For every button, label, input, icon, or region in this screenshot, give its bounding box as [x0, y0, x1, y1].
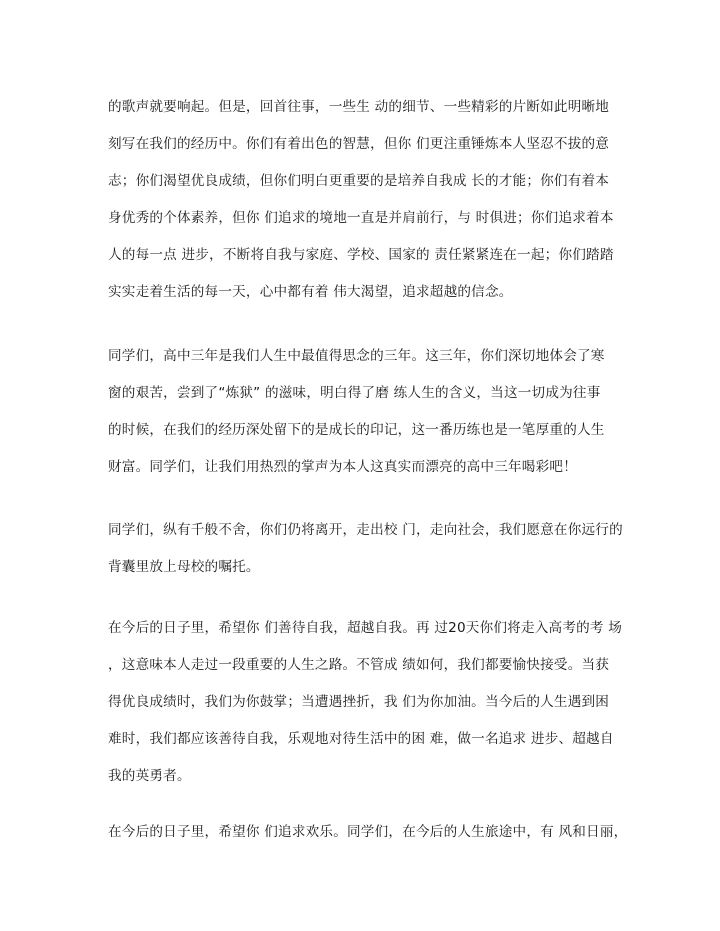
- paragraph-line: 的歌声就要响起。但是，回首往事，一些生 动的细节、一些精彩的片断如此明晰地: [108, 99, 610, 115]
- paragraph-line: 同学们，纵有千般不舍，你们仍将离开，走出校 门，走向社会，我们愿意在你远行的: [108, 522, 623, 538]
- paragraph-line: 人的每一点 进步，不断将自我与家庭、学校、国家的 责任紧紧连在一起；你们踏踏: [108, 247, 614, 263]
- paragraph-line: ，这意味本人走过一段重要的人生之路。不管成 绩如何，我们都要愉快接受。当获: [108, 657, 610, 673]
- paragraph-line: 的时候，在我们的经历深处留下的是成长的印记，这一番历练也是一笔厚重的人生: [108, 422, 605, 438]
- paragraph-line: 身优秀的个体素养，但你 们追求的境地一直是并肩前行，与 时俱进；你们追求着本: [108, 210, 614, 226]
- paragraph-line: 背囊里放上母校的嘱托。: [108, 559, 260, 575]
- paragraph-line: 难时，我们都应该善待自我，乐观地对待生活中的困 难，做一名追求 进步、超越自: [108, 731, 614, 747]
- paragraph-line: 财富。同学们，让我们用热烈的掌声为本人这真实而漂亮的高中三年喝彩吧！: [108, 459, 577, 475]
- paragraph-line: 同学们，高中三年是我们人生中最值得思念的三年。这三年，你们深切地体会了寒: [108, 348, 605, 364]
- paragraph-line: 在今后的日子里，希望你 们追求欢乐。同学们，在今后的人生旅途中，有 风和日丽，: [108, 824, 628, 840]
- paragraph-line: 在今后的日子里，希望你 们善待自我，超越自我。再 过20天你们将走入高考的考 场: [108, 620, 623, 636]
- paragraph-line: 得优良成绩时，我们为你鼓掌；当遭遇挫折，我 们为你加油。当今后的人生遇到困: [108, 694, 610, 710]
- paragraph-line: 实实走着生活的每一天，心中都有着 伟大渴望，追求超越的信念。: [108, 284, 513, 300]
- paragraph-line: 我的英勇者。: [108, 768, 191, 784]
- paragraph-line: 志；你们渴望优良成绩，但你们明白更重要的是培养自我成 长的才能；你们有着本: [108, 173, 610, 189]
- paragraph-line: 窗的艰苦，尝到了“炼狱” 的滋味，明白得了磨 练人生的含义，当这一切成为往事: [108, 385, 601, 401]
- paragraph-line: 刻写在我们的经历中。你们有着出色的智慧，但你 们更注重锤炼本人坚忍不拔的意: [108, 136, 610, 152]
